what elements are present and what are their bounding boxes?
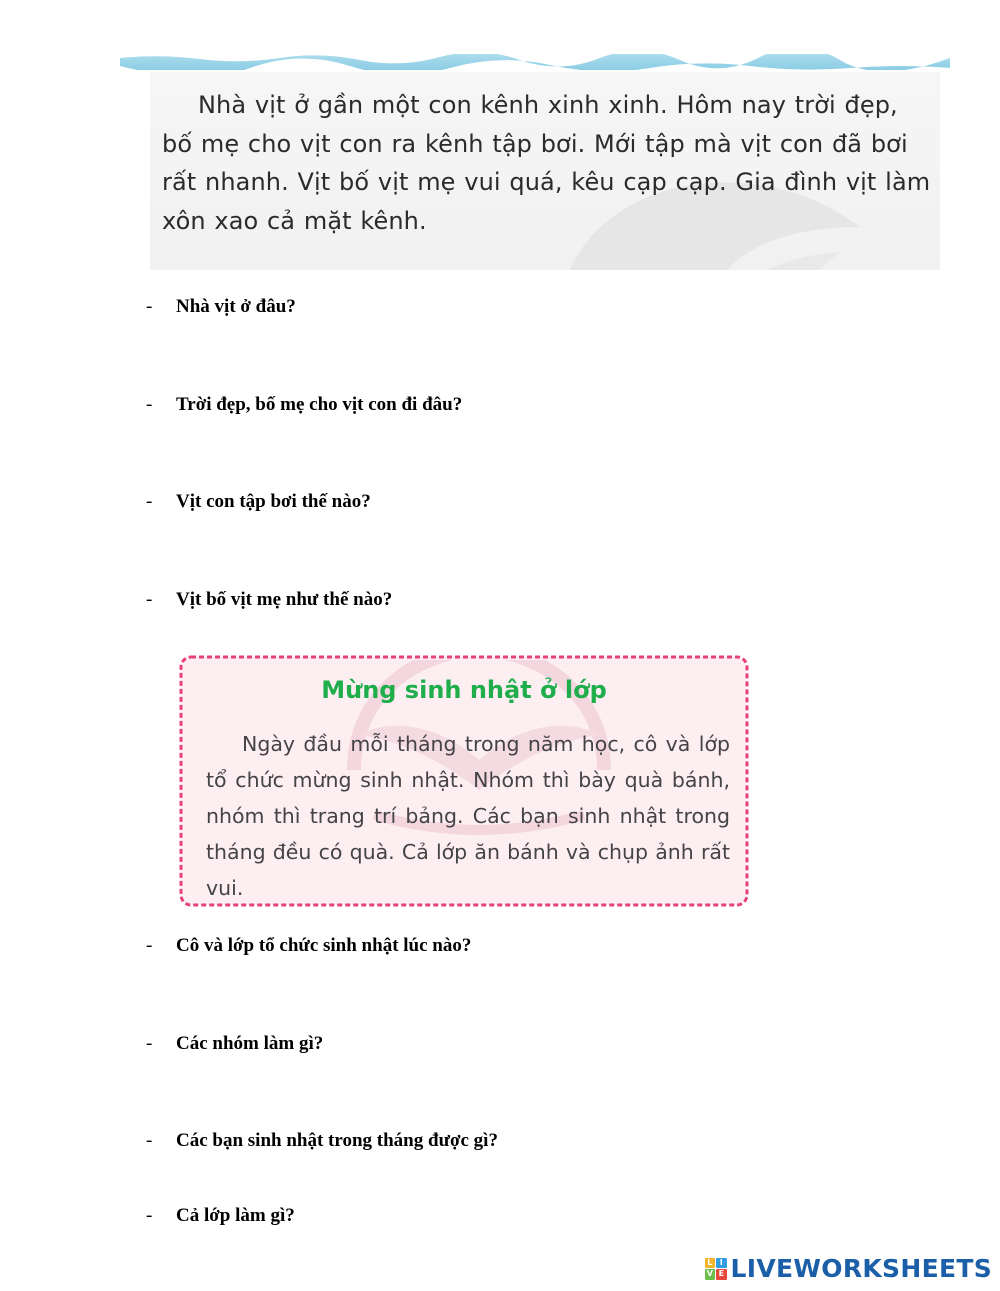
logo-mark-letter: V (705, 1269, 716, 1280)
liveworksheets-logo (705, 1254, 992, 1283)
list-bullet: - (146, 935, 153, 956)
question-item (146, 1033, 323, 1055)
list-bullet: - (146, 1033, 153, 1054)
question-item (146, 1130, 498, 1152)
question-item (146, 935, 471, 957)
question-text: Cả lớp làm gì? (176, 1205, 295, 1226)
passage-2-text: Ngày đầu mỗi tháng trong năm học, cô và lớp tổ chức mừng sinh nhật. Nhóm thì bày quà bánh, nhóm thì trang trí bảng. Các bạn sinh nhật trong tháng đều có quà. Cả lớp ăn bánh và chụp ảnh rất vui. (206, 732, 730, 900)
logo-mark-icon (705, 1258, 727, 1280)
question-item (146, 491, 371, 513)
question-item (146, 296, 296, 318)
reading-passage-1 (150, 72, 940, 270)
question-text: Nhà vịt ở đâu? (176, 296, 296, 317)
question-text: Các nhóm làm gì? (176, 1033, 324, 1054)
logo-mark-letter: L (705, 1258, 716, 1269)
question-text: Các bạn sinh nhật trong tháng được gì? (176, 1130, 498, 1151)
list-bullet: - (146, 394, 153, 415)
list-bullet: - (146, 1130, 153, 1151)
list-bullet: - (146, 1205, 153, 1226)
logo-mark-letter: I (716, 1258, 727, 1269)
question-text: Trời đẹp, bố mẹ cho vịt con đi đâu? (176, 394, 463, 415)
logo-text: LIVEWORKSHEETS (730, 1254, 992, 1283)
question-item (146, 394, 462, 416)
question-text: Cô và lớp tổ chức sinh nhật lúc nào? (176, 935, 472, 956)
question-item (146, 589, 392, 611)
passage-2-title: Mừng sinh nhật ở lớp (321, 676, 607, 704)
water-wave-decoration (120, 54, 950, 70)
list-bullet: - (146, 491, 153, 512)
question-item (146, 1205, 295, 1227)
passage-1-text: Nhà vịt ở gần một con kênh xinh xinh. Hôm nay trời đẹp, bố mẹ cho vịt con ra kênh tập bơi. Mới tập mà vịt con đã bơi rất nhanh. Vịt bố vịt mẹ vui quá, kêu cạp cạp. Gia đình vịt làm xôn xao cả mặt kênh. (162, 91, 931, 235)
reading-passage-2 (176, 652, 752, 910)
logo-mark-letter: E (716, 1269, 727, 1280)
list-bullet: - (146, 296, 153, 317)
list-bullet: - (146, 589, 153, 610)
question-text: Vịt bố vịt mẹ như thế nào? (176, 589, 393, 610)
question-text: Vịt con tập bơi thế nào? (176, 491, 371, 512)
